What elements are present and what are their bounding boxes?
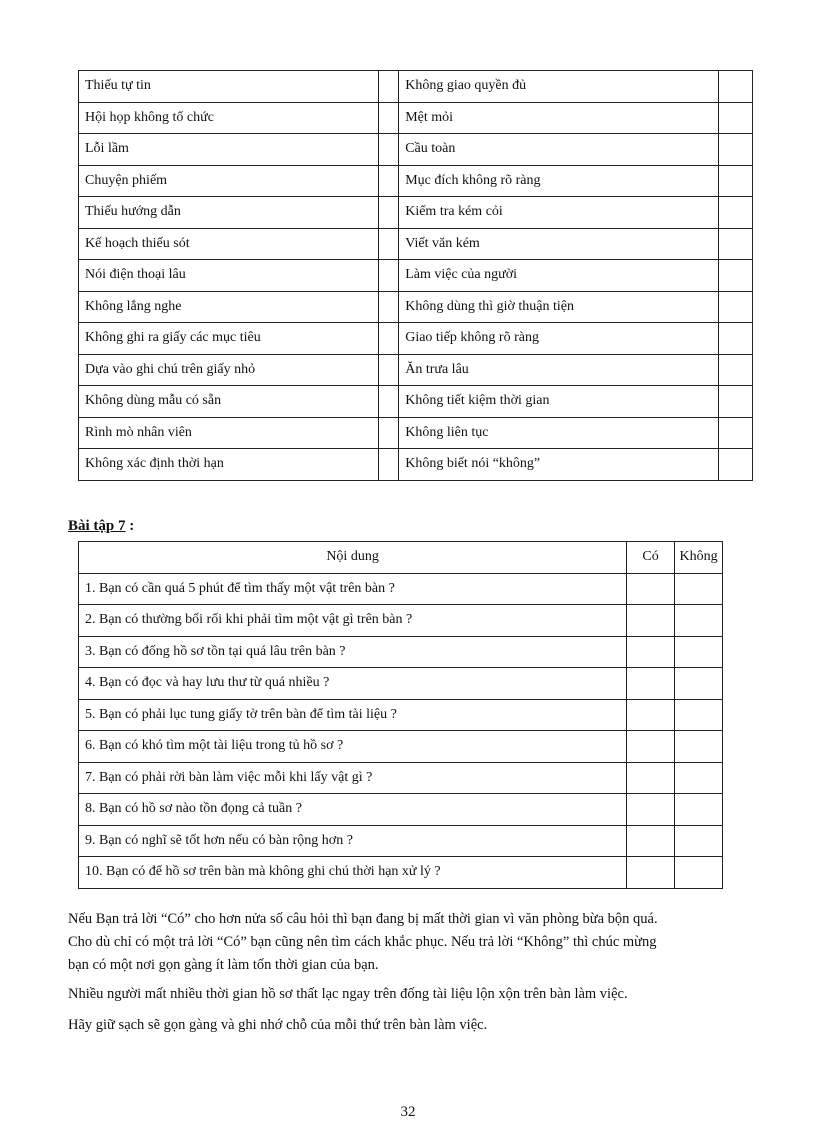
header-yes: Có xyxy=(627,542,675,574)
no-cell[interactable] xyxy=(675,731,723,763)
left-item: Dựa vào ghi chú trên giấy nhỏ xyxy=(79,354,379,386)
yes-cell[interactable] xyxy=(627,857,675,889)
table-row xyxy=(79,71,753,103)
result-line-2: Cho dù chỉ có một trả lời “Có” bạn cũng nên tìm cách khắc phục. Nếu trả lời “Không” thì chúc mừng xyxy=(68,934,657,950)
table-row xyxy=(79,228,753,260)
table-row xyxy=(79,731,723,763)
table-row xyxy=(79,323,753,355)
question-text: 1. Bạn có cần quá 5 phút để tìm thấy một vật trên bàn ? xyxy=(79,573,627,605)
table-row xyxy=(79,857,723,889)
right-item: Không dùng thì giờ thuận tiện xyxy=(399,291,719,323)
result-line-1: Nếu Bạn trả lời “Có” cho hơn nửa số câu hỏi thì bạn đang bị mất thời gian vì văn phòng bừa bộn quá. xyxy=(68,911,658,927)
right-checkbox-cell[interactable] xyxy=(719,165,753,197)
left-item: Không dùng mẫu có sẵn xyxy=(79,386,379,418)
right-checkbox-cell[interactable] xyxy=(719,260,753,292)
left-item: Không lắng nghe xyxy=(79,291,379,323)
right-checkbox-cell[interactable] xyxy=(719,323,753,355)
yes-cell[interactable] xyxy=(627,636,675,668)
exercise-heading xyxy=(68,518,134,535)
table-row xyxy=(79,417,753,449)
right-item: Không giao quyền đủ xyxy=(399,71,719,103)
right-checkbox-cell[interactable] xyxy=(719,449,753,481)
table-row xyxy=(79,762,723,794)
table-row xyxy=(79,449,753,481)
right-item: Cầu toàn xyxy=(399,134,719,166)
left-item: Hội họp không tổ chức xyxy=(79,102,379,134)
no-cell[interactable] xyxy=(675,605,723,637)
right-item: Không biết nói “không” xyxy=(399,449,719,481)
table-row xyxy=(79,668,723,700)
result-line-3: bạn có một nơi gọn gàng ít làm tốn thời gian của bạn. xyxy=(68,957,379,973)
left-checkbox-cell[interactable] xyxy=(378,417,398,449)
table-row xyxy=(79,165,753,197)
table-row xyxy=(79,794,723,826)
advice-paragraph: Hãy giữ sạch sẽ gọn gàng và ghi nhớ chỗ của mỗi thứ trên bàn làm việc. xyxy=(68,1017,488,1033)
left-checkbox-cell[interactable] xyxy=(378,197,398,229)
left-checkbox-cell[interactable] xyxy=(378,71,398,103)
question-text: 2. Bạn có thường bối rối khi phải tìm một vật gì trên bàn ? xyxy=(79,605,627,637)
question-text: 10. Bạn có để hồ sơ trên bàn mà không ghi chú thời hạn xử lý ? xyxy=(79,857,627,889)
no-cell[interactable] xyxy=(675,699,723,731)
right-checkbox-cell[interactable] xyxy=(719,354,753,386)
table-row xyxy=(79,197,753,229)
no-cell[interactable] xyxy=(675,794,723,826)
table-header-row xyxy=(79,542,723,574)
table-row xyxy=(79,134,753,166)
question-text: 5. Bạn có phải lục tung giấy tờ trên bàn để tìm tài liệu ? xyxy=(79,699,627,731)
table-row xyxy=(79,102,753,134)
yes-cell[interactable] xyxy=(627,668,675,700)
left-item: Chuyện phiếm xyxy=(79,165,379,197)
left-checkbox-cell[interactable] xyxy=(378,260,398,292)
no-cell[interactable] xyxy=(675,573,723,605)
right-checkbox-cell[interactable] xyxy=(719,134,753,166)
yes-cell[interactable] xyxy=(627,825,675,857)
yes-cell[interactable] xyxy=(627,699,675,731)
question-text: 7. Bạn có phải rời bàn làm việc mỗi khi lấy vật gì ? xyxy=(79,762,627,794)
question-text: 3. Bạn có đống hồ sơ tồn tại quá lâu trên bàn ? xyxy=(79,636,627,668)
table-row xyxy=(79,605,723,637)
yes-cell[interactable] xyxy=(627,605,675,637)
left-checkbox-cell[interactable] xyxy=(378,386,398,418)
left-checkbox-cell[interactable] xyxy=(378,323,398,355)
left-checkbox-cell[interactable] xyxy=(378,291,398,323)
exercise-title: Bài tập 7 xyxy=(68,518,126,534)
left-checkbox-cell[interactable] xyxy=(378,449,398,481)
no-cell[interactable] xyxy=(675,825,723,857)
right-item: Kiểm tra kém cỏi xyxy=(399,197,719,229)
question-text: 8. Bạn có hồ sơ nào tồn đọng cả tuần ? xyxy=(79,794,627,826)
note-paragraph: Nhiều người mất nhiều thời gian hồ sơ thất lạc ngay trên đống tài liệu lộn xộn trên bàn làm việc. xyxy=(68,986,628,1002)
no-cell[interactable] xyxy=(675,762,723,794)
question-text: 6. Bạn có khó tìm một tài liệu trong tủ hồ sơ ? xyxy=(79,731,627,763)
table-row xyxy=(79,699,723,731)
right-item: Không tiết kiệm thời gian xyxy=(399,386,719,418)
header-content: Nội dung xyxy=(79,542,627,574)
right-item: Mệt mỏi xyxy=(399,102,719,134)
right-item: Không liên tục xyxy=(399,417,719,449)
result-paragraph xyxy=(68,908,758,977)
table-row xyxy=(79,636,723,668)
yes-cell[interactable] xyxy=(627,794,675,826)
left-item: Lỗi lầm xyxy=(79,134,379,166)
question-text: 9. Bạn có nghĩ sẽ tốt hơn nếu có bàn rộng hơn ? xyxy=(79,825,627,857)
yes-cell[interactable] xyxy=(627,762,675,794)
table-row xyxy=(79,354,753,386)
header-no: Không xyxy=(675,542,723,574)
left-checkbox-cell[interactable] xyxy=(378,228,398,260)
right-item: Làm việc của người xyxy=(399,260,719,292)
left-item: Không xác định thời hạn xyxy=(79,449,379,481)
table-row xyxy=(79,386,753,418)
left-item: Kế hoạch thiếu sót xyxy=(79,228,379,260)
left-item: Thiếu tự tin xyxy=(79,71,379,103)
right-item: Ăn trưa lâu xyxy=(399,354,719,386)
left-item: Nói điện thoại lâu xyxy=(79,260,379,292)
left-item: Không ghi ra giấy các mục tiêu xyxy=(79,323,379,355)
page-number: 32 xyxy=(400,1104,416,1120)
left-checkbox-cell[interactable] xyxy=(378,354,398,386)
table-row xyxy=(79,825,723,857)
right-checkbox-cell[interactable] xyxy=(719,197,753,229)
left-checkbox-cell[interactable] xyxy=(378,102,398,134)
right-item: Mục đích không rõ ràng xyxy=(399,165,719,197)
right-item: Viết văn kém xyxy=(399,228,719,260)
table-row xyxy=(79,291,753,323)
left-item: Thiếu hướng dẫn xyxy=(79,197,379,229)
right-checkbox-cell[interactable] xyxy=(719,102,753,134)
question-text: 4. Bạn có đọc và hay lưu thư từ quá nhiều ? xyxy=(79,668,627,700)
no-cell[interactable] xyxy=(675,857,723,889)
left-checkbox-cell[interactable] xyxy=(378,134,398,166)
right-checkbox-cell[interactable] xyxy=(719,228,753,260)
questions-table xyxy=(78,541,723,889)
left-item: Rình mò nhân viên xyxy=(79,417,379,449)
right-checkbox-cell[interactable] xyxy=(719,291,753,323)
no-cell[interactable] xyxy=(675,668,723,700)
right-item: Giao tiếp không rõ ràng xyxy=(399,323,719,355)
left-checkbox-cell[interactable] xyxy=(378,165,398,197)
right-checkbox-cell[interactable] xyxy=(719,417,753,449)
yes-cell[interactable] xyxy=(627,573,675,605)
right-checkbox-cell[interactable] xyxy=(719,71,753,103)
table-row xyxy=(79,573,723,605)
yes-cell[interactable] xyxy=(627,731,675,763)
right-checkbox-cell[interactable] xyxy=(719,386,753,418)
no-cell[interactable] xyxy=(675,636,723,668)
exercise-title-suffix: : xyxy=(125,518,135,534)
table-row xyxy=(79,260,753,292)
time-wasters-table xyxy=(78,70,753,481)
